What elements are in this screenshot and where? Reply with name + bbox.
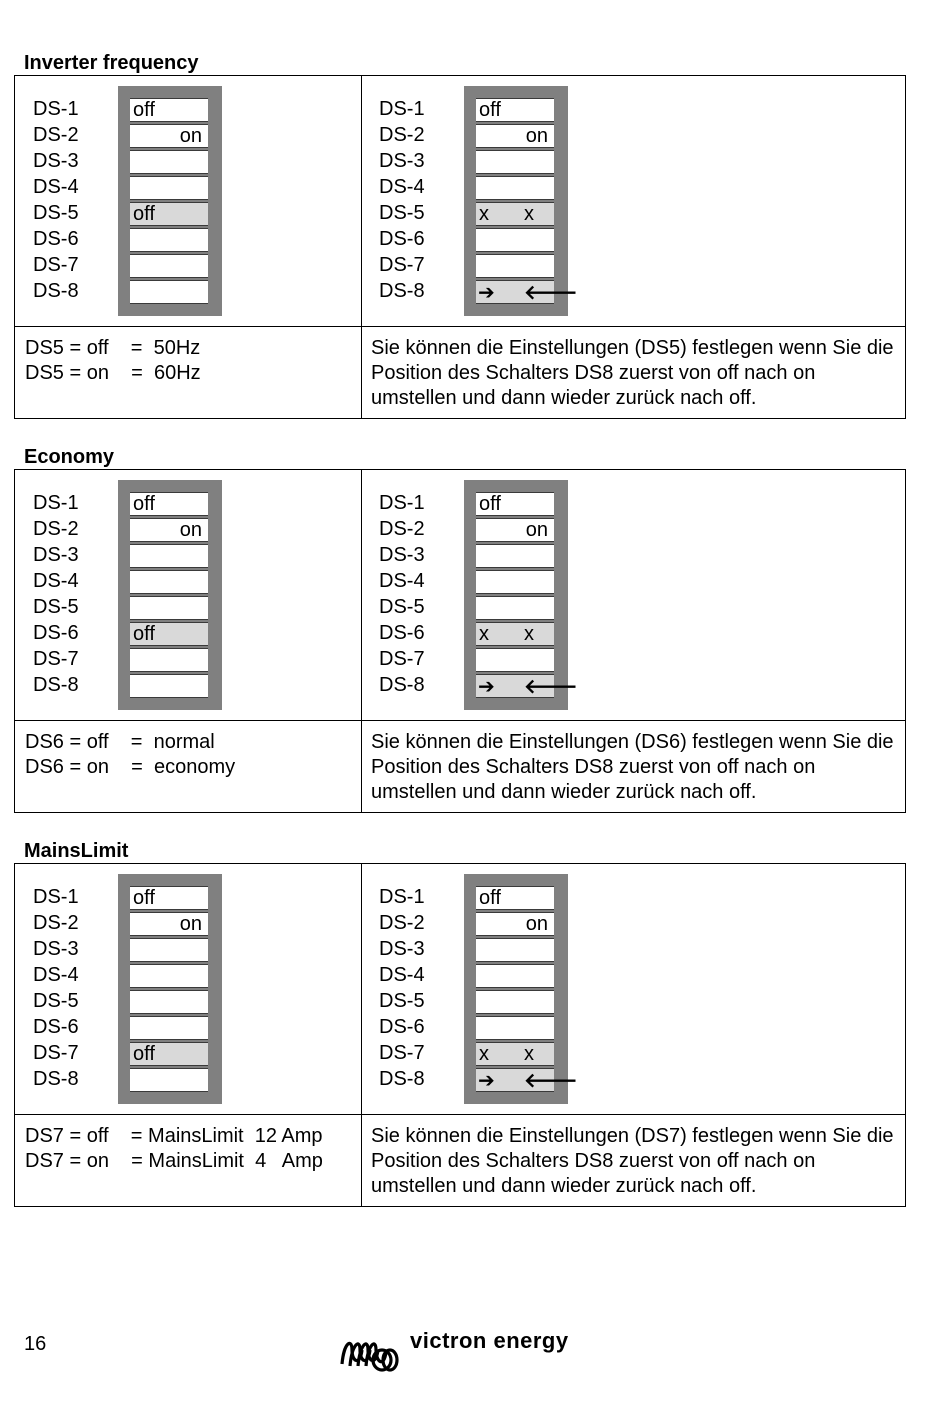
ds-label: DS-7 [33,648,79,670]
switch-row-highlighted [130,202,208,226]
ds-label: DS-5 [379,596,425,618]
setting-values [25,336,201,386]
setting-value-line: DS5 = on = 60Hz [25,362,201,384]
table-divider [361,470,362,812]
switch-row [130,912,208,936]
ds-label: DS-5 [379,202,425,224]
ds-label-list [379,96,459,304]
switch-row [130,1068,208,1092]
dip-switch-diagram-left [33,864,233,1114]
switch-row-toggle [476,1068,578,1092]
setting-instructions: Sie können die Einstellungen (DS7) festlegen wenn Sie die Position des Schalters DS8 zuerst von off nach on umstellen und dann wieder zurück nach off. [371,1125,894,1197]
switch-row [130,280,208,304]
switch-row [476,228,554,252]
ds-label: DS-7 [379,648,425,670]
victron-logo-icon [338,1330,400,1374]
arrow-left-icon: 🡐 [524,1070,578,1092]
switch-row-highlighted [476,202,554,226]
ds-label: DS-6 [379,228,425,250]
switch-state-off: off [133,1043,155,1065]
ds-label: DS-5 [33,990,79,1012]
ds-label: DS-6 [379,1016,425,1038]
switch-row-highlighted [130,622,208,646]
settings-table-economy [14,469,906,813]
switch-state-x: x [524,623,534,645]
dip-switch-diagram-left [33,470,233,720]
arrow-left-icon: 🡐 [524,282,578,304]
switch-row [130,98,208,122]
switch-state-x: x [479,203,489,225]
ds-label: DS-8 [33,280,79,302]
ds-label: DS-2 [33,912,79,934]
switch-state-on: on [179,913,202,935]
switch-state-off: off [133,203,155,225]
switch-state-on: on [179,125,202,147]
arrow-left-icon: 🡐 [524,676,578,698]
setting-value-line: DS7 = off = MainsLimit 12 Amp [25,1125,323,1147]
section-title-economy: Economy [24,446,115,468]
switch-state-off: off [479,887,501,909]
table-divider [361,864,362,1206]
switch-row [130,518,208,542]
ds-label: DS-2 [33,518,79,540]
switch-row-toggle [476,674,578,698]
ds-label: DS-2 [33,124,79,146]
switch-row [476,98,554,122]
table-divider [15,326,905,327]
switch-row [130,544,208,568]
switch-row-highlighted [130,1042,208,1066]
switch-row-highlighted [476,1042,554,1066]
switch-state-off: off [133,99,155,121]
ds-label: DS-7 [379,1042,425,1064]
ds-label: DS-6 [379,622,425,644]
ds-label: DS-7 [379,254,425,276]
switch-row [476,570,554,594]
arrow-right-icon: ➔ [478,282,495,304]
ds-label: DS-4 [379,964,425,986]
switch-row [130,150,208,174]
ds-label: DS-4 [33,176,79,198]
switch-state-on: on [525,125,548,147]
switch-row-toggle [476,280,578,304]
switch-row [130,124,208,148]
brand-name: victron energy [410,1328,569,1353]
switch-row [130,964,208,988]
setting-values [25,1124,323,1174]
switch-row-highlighted [476,622,554,646]
ds-label: DS-1 [379,886,425,908]
ds-label: DS-5 [379,990,425,1012]
ds-label-list [33,490,113,698]
ds-label: DS-8 [33,674,79,696]
switch-row [476,492,554,516]
switch-row [130,990,208,1014]
switch-row [476,518,554,542]
switch-state-x: x [524,203,534,225]
ds-label-list [33,884,113,1092]
switch-row [476,544,554,568]
arrow-right-icon: ➔ [478,1070,495,1092]
ds-label: DS-6 [33,1016,79,1038]
ds-label: DS-6 [33,228,79,250]
switch-state-on: on [179,519,202,541]
dip-switch-diagram-right [379,470,579,720]
dip-switch-frame [118,480,222,710]
switch-row [476,648,554,672]
switch-row [130,228,208,252]
ds-label: DS-2 [379,518,425,540]
ds-label-list [379,490,459,698]
switch-row [476,990,554,1014]
settings-table-inverter-frequency [14,75,906,419]
switch-state-off: off [133,623,155,645]
ds-label: DS-6 [33,622,79,644]
ds-label: DS-8 [379,674,425,696]
switch-state-off: off [479,493,501,515]
switch-state-off: off [133,887,155,909]
ds-label: DS-8 [33,1068,79,1090]
setting-instructions: Sie können die Einstellungen (DS5) festlegen wenn Sie die Position des Schalters DS8 zuerst von off nach on umstellen und dann wieder zurück nach off. [371,337,894,409]
ds-label: DS-7 [33,254,79,276]
dip-switch-diagram-right [379,76,579,326]
dip-switch-frame [464,480,578,710]
ds-label: DS-1 [33,492,79,514]
switch-state-off: off [133,493,155,515]
ds-label: DS-4 [379,570,425,592]
ds-label: DS-3 [379,938,425,960]
setting-instructions: Sie können die Einstellungen (DS6) festlegen wenn Sie die Position des Schalters DS8 zuerst von off nach on umstellen und dann wieder zurück nach off. [371,731,894,803]
arrow-right-icon: ➔ [478,676,495,698]
switch-row [130,176,208,200]
ds-label: DS-5 [33,202,79,224]
switch-row [476,912,554,936]
ds-label: DS-8 [379,280,425,302]
switch-row [130,648,208,672]
dip-switch-frame [118,874,222,1104]
ds-label: DS-3 [379,150,425,172]
ds-label: DS-4 [33,570,79,592]
switch-row [130,674,208,698]
switch-row [476,1016,554,1040]
section-title-mainslimit: MainsLimit [24,840,129,862]
ds-label-list [379,884,459,1092]
switch-state-x: x [479,623,489,645]
ds-label: DS-3 [33,938,79,960]
ds-label: DS-1 [33,886,79,908]
switch-row [476,150,554,174]
switch-row [130,886,208,910]
ds-label: DS-3 [379,544,425,566]
ds-label: DS-1 [379,492,425,514]
dip-switch-diagram-right [379,864,579,1114]
setting-value-line: DS7 = on = MainsLimit 4 Amp [25,1150,323,1172]
dip-switch-frame [464,86,578,316]
switch-state-x: x [479,1043,489,1065]
setting-values [25,730,235,780]
switch-row [130,1016,208,1040]
settings-table-mainslimit [14,863,906,1207]
switch-row [476,176,554,200]
ds-label: DS-1 [33,98,79,120]
table-divider [15,720,905,721]
switch-row [130,254,208,278]
setting-value-line: DS5 = off = 50Hz [25,337,201,359]
ds-label: DS-8 [379,1068,425,1090]
section-title-inverter-frequency: Inverter frequency [24,52,199,74]
ds-label: DS-4 [379,176,425,198]
switch-row [130,570,208,594]
setting-value-line: DS6 = off = normal [25,731,215,753]
switch-row [130,596,208,620]
switch-row [476,886,554,910]
switch-state-on: on [525,913,548,935]
ds-label: DS-3 [33,544,79,566]
ds-label: DS-5 [33,596,79,618]
ds-label-list [33,96,113,304]
dip-switch-frame [118,86,222,316]
switch-row [476,596,554,620]
ds-label: DS-1 [379,98,425,120]
table-divider [361,76,362,418]
switch-state-x: x [524,1043,534,1065]
switch-row [476,254,554,278]
dip-switch-diagram-left [33,76,233,326]
ds-label: DS-4 [33,964,79,986]
ds-label: DS-7 [33,1042,79,1064]
switch-state-off: off [479,99,501,121]
switch-row [476,964,554,988]
switch-state-on: on [525,519,548,541]
ds-label: DS-2 [379,124,425,146]
table-divider [15,1114,905,1115]
switch-row [476,938,554,962]
switch-row [476,124,554,148]
switch-row [130,938,208,962]
setting-value-line: DS6 = on = economy [25,756,236,778]
page-number: 16 [24,1333,47,1355]
ds-label: DS-2 [379,912,425,934]
ds-label: DS-3 [33,150,79,172]
switch-row [130,492,208,516]
dip-switch-frame [464,874,578,1104]
